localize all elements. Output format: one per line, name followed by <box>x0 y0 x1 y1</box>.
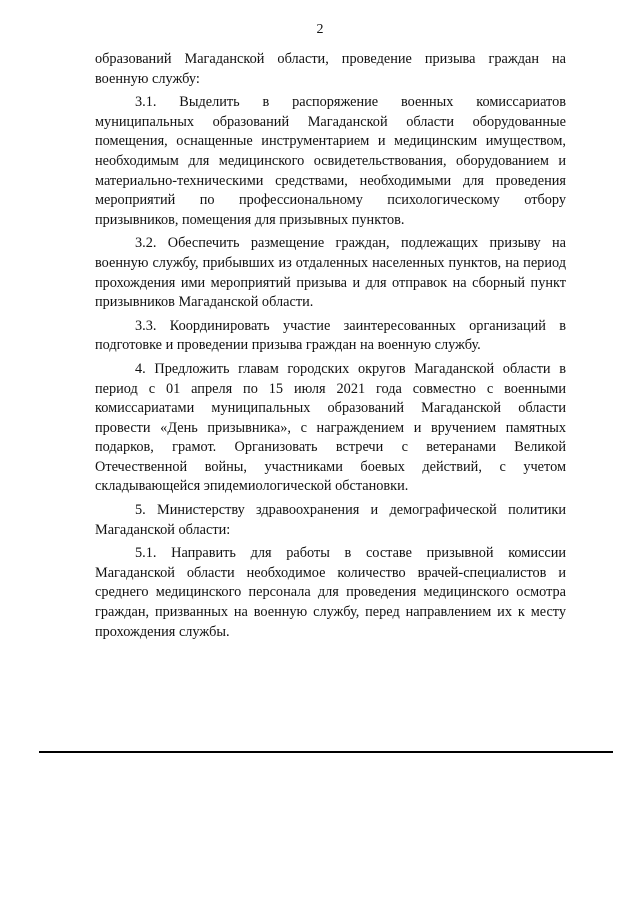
paragraph-3-2: 3.2. Обеспечить размещение граждан, подлежащих призыву на военную службу, прибывших из отдаленных населенных пунктов, на период прохождения ими мероприятий призыва и для отправок на сборный пункт призывников Магаданской области. <box>95 235 566 311</box>
paragraph-3-1: 3.1. Выделить в распоряжение военных комиссариатов муниципальных образований Магаданской области оборудованные помещения, оснащенные инструментарием и медицинским имуществом, необходимым для медицинского освидетельствования, оборудованием и материально-техническими средствами, необходимыми для проведения мероприятий по профессиональному психологическому отбору призывников, помещения для призывных пунктов. <box>95 94 566 228</box>
paragraph-5: 5. Министерству здравоохранения и демографической политики Магаданской области: <box>95 502 566 538</box>
document-body <box>95 50 566 646</box>
paragraph-3-3: 3.3. Координировать участие заинтересованных организаций в подготовке и проведении призыва граждан на военную службу. <box>95 317 566 354</box>
paragraph-5-1: 5.1. Направить для работы в составе призывной комиссии Магаданской области необходимое количество врачей-специалистов и среднего медицинского персонала для проведения медицинского осмотра граждан, призванных на военную службу, перед направлением их к месту прохождения службы. <box>95 545 566 640</box>
page-number: 2 <box>316 22 324 37</box>
paragraph-continuation: образований Магаданской области, проведение призыва граждан на военную службу: <box>95 51 566 87</box>
footer-divider <box>39 751 613 753</box>
paragraph-4: 4. Предложить главам городских округов Магаданской области в период с 01 апреля по 15 июля 2021 года совместно с военными комиссариатами муниципальных образований Магаданской области провести «День призывника», с награждением и вручением памятных подарков, грамот. Организовать встречи с ветеранами Великой Отечественной войны, участниками боевых действий, с учетом складывающейся эпидемиологической обстановки. <box>95 360 566 495</box>
